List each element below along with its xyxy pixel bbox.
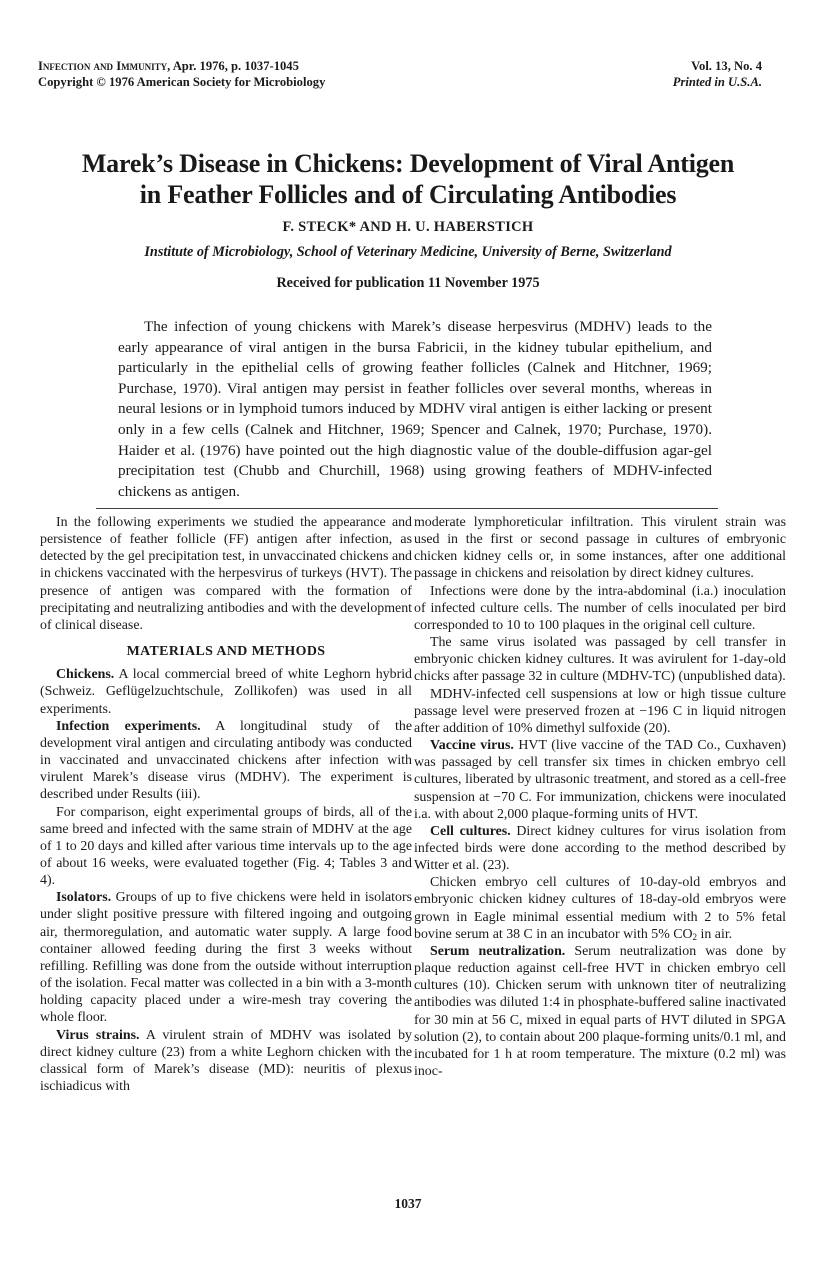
same-virus-paragraph: The same virus isolated was passaged by cell transfer in embryonic chicken kidney cultures. It was avirulent for 1-day-old chicks after passage 32 in culture (MDHV-TC) (unpublished data). bbox=[414, 635, 786, 685]
serum-neutralization-paragraph bbox=[414, 943, 786, 1080]
infection-lead: Infection experiments. bbox=[56, 718, 201, 734]
section-heading: MATERIALS AND METHODS bbox=[126, 644, 326, 660]
issue-info: , Apr. 1976, p. 1037-1045 bbox=[167, 59, 299, 73]
running-header-right bbox=[673, 58, 762, 90]
page-number: 1037 bbox=[394, 1196, 422, 1211]
vaccine-paragraph bbox=[414, 737, 786, 823]
volume-info: Vol. 13, No. 4 bbox=[691, 59, 762, 73]
cell-cultures-paragraph bbox=[414, 823, 786, 874]
continuation-paragraph: moderate lymphoreticular infiltration. This virulent strain was used in the first or second passage in cultures of embryonic chicken kidney cells or, in some instances, after one additional passage in chickens and reisolation by direct kidney cultures. bbox=[414, 515, 786, 582]
isolators-text: Groups of up to five chickens were held in isolators under slight positive pressure with filtered ingoing and outgoing air, thermoregulation, and automatic water supply. A large food container allowed feeding during the first 3 weeks without refilling. Refilling was done from the outside without interruption of the isolation. Fecal matter was collected in a bin with a 3-month holding capacity placed under a wire-mesh tray covering the whole floor. bbox=[40, 890, 412, 1026]
abstract-divider bbox=[96, 508, 718, 509]
virus-lead: Virus strains. bbox=[56, 1027, 140, 1043]
title-line-2: in Feather Follicles and of Circulating Antibodies bbox=[139, 180, 677, 209]
infection-paragraph bbox=[40, 718, 412, 804]
running-header-left bbox=[38, 58, 325, 90]
cell-cultures-lead: Cell cultures. bbox=[430, 823, 511, 839]
affiliation: Institute of Microbiology, School of Veterinary Medicine, University of Berne, Switzerland bbox=[144, 244, 672, 260]
serum-text: Serum neutralization was done by plaque reduction against cell-free HVT in chicken embryo cell cultures (10). Chicken serum with unknown titer of neutralizing antibodies was diluted 1:4 in phosphate-buffered saline inactivated for 30 min at 56 C, mixed in equal parts of HVT diluted in SPGA solution (2), to contain about 200 plaque-forming units/0.1 ml, and incubated for 1 h at room temperature. The mixture (0.2 ml) was inoc- bbox=[414, 943, 786, 1079]
title-line-1: Marek’s Disease in Chickens: Development of Viral Antigen bbox=[81, 149, 735, 178]
chickens-text: A local commercial breed of white Leghorn hybrid (Schweiz. Geflügelzuchtschule, Zollikofen) was used in all experiments. bbox=[40, 667, 412, 717]
journal-name: Infection and Immunity bbox=[38, 59, 168, 73]
vaccine-lead: Vaccine virus. bbox=[430, 738, 514, 754]
journal-citation bbox=[38, 58, 325, 74]
embryo-text-b: in air. bbox=[697, 926, 733, 942]
intro-paragraph: In the following experiments we studied the appearance and persistence of feather follicle (FF) antigen after infection, as detected by the gel precipitation test, in unvaccinated chickens and in chickens vaccinated with the herpesvirus of turkeys (HVT). The presence of antigen was compared with the formation of precipitating and neutralizing antibodies and with the development of clinical disease. bbox=[40, 515, 412, 633]
mdhv-infected-paragraph: MDHV-infected cell suspensions at low or high tissue culture passage level were preserved frozen at −196 C in liquid nitrogen after addition of 10% dimethyl sulfoxide (20). bbox=[414, 686, 786, 736]
printed-in: Printed in U.S.A. bbox=[672, 75, 762, 89]
infections-paragraph: Infections were done by the intra-abdominal (i.a.) inoculation of infected culture cells. The number of cells inoculated per bird corresponded to 10 to 100 plaques in the original cell culture. bbox=[414, 583, 786, 633]
chickens-lead: Chickens. bbox=[56, 667, 115, 683]
comparison-paragraph: For comparison, eight experimental groups of birds, all of the same breed and infected with the same strain of MDHV at the age of 1 to 20 days and killed after various time intervals up to the age of about 16 weeks, were evaluated together (Fig. 4; Tables 3 and 4). bbox=[40, 804, 412, 889]
virus-paragraph bbox=[40, 1027, 412, 1096]
body-column-left bbox=[40, 514, 412, 1095]
vaccine-text: HVT (live vaccine of the TAD Co., Cuxhaven) was passaged by cell transfer six times in chicken embryo cell cultures, liberated by ultrasonic treatment, and stored as a cell-free suspension at −70 C. For immunization, chickens were inoculated i.a. with about 2,000 plaque-forming units of HVT. bbox=[414, 738, 786, 822]
article-title bbox=[0, 148, 816, 210]
embryo-cultures-paragraph bbox=[414, 874, 786, 943]
co2-subscript: 2 bbox=[692, 931, 698, 942]
chickens-paragraph bbox=[40, 666, 412, 717]
received-date: Received for publication 11 November 1975 bbox=[276, 275, 540, 291]
author-list: F. STECK* AND H. U. HABERSTICH bbox=[282, 219, 534, 235]
isolators-paragraph bbox=[40, 889, 412, 1026]
virus-text: A virulent strain of MDHV was isolated by direct kidney culture (23) from a white Leghorn chicken with the classical form of Marek’s disease (MD): neuritis of plexus ischiadicus with bbox=[40, 1027, 412, 1094]
isolators-lead: Isolators. bbox=[56, 890, 112, 906]
embryo-text-a: Chicken embryo cell cultures of 10-day-old embryos and embryonic chicken kidney cultures of 18-day-old embryos were grown in Eagle minimal essential medium with 2 to 5% fetal bovine serum at 38 C in an incubator with 5% CO bbox=[414, 875, 786, 942]
serum-lead: Serum neutralization. bbox=[430, 943, 566, 959]
body-column-right bbox=[414, 514, 786, 1080]
copyright-line: Copyright © 1976 American Society for Microbiology bbox=[38, 75, 326, 89]
cell-cultures-text: Direct kidney cultures for virus isolation from infected birds were done according to the method described by Witter et al. (23). bbox=[414, 823, 786, 874]
infection-text: A longitudinal study of the development viral antigen and circulating antibody was conducted in vaccinated and unvaccinated chickens after infection with virulent Marek’s disease virus (MDHV). The experiment is described under Results (iii). bbox=[40, 718, 412, 803]
abstract: The infection of young chickens with Marek’s disease herpesvirus (MDHV) leads to the early appearance of viral antigen in the bursa Fabricii, in the kidney tubular epithelium, and particularly in the epithelial cells of growing feather follicles (Calnek and Hitchner, 1969; Purchase, 1970). Viral antigen may persist in feather follicles over several months, whereas in neural lesions or in lymphoid tumors induced by MDHV viral antigen is either lacking or present only in a few cells (Calnek and Hitchner, 1969; Spencer and Calnek, 1970; Purchase, 1970). Haider et al. (1976) have pointed out the high diagnostic value of the double-diffusion agar-gel precipitation test (Chubb and Churchill, 1968) using growing feathers of MDHV-infected chickens as antigen. bbox=[118, 318, 712, 500]
